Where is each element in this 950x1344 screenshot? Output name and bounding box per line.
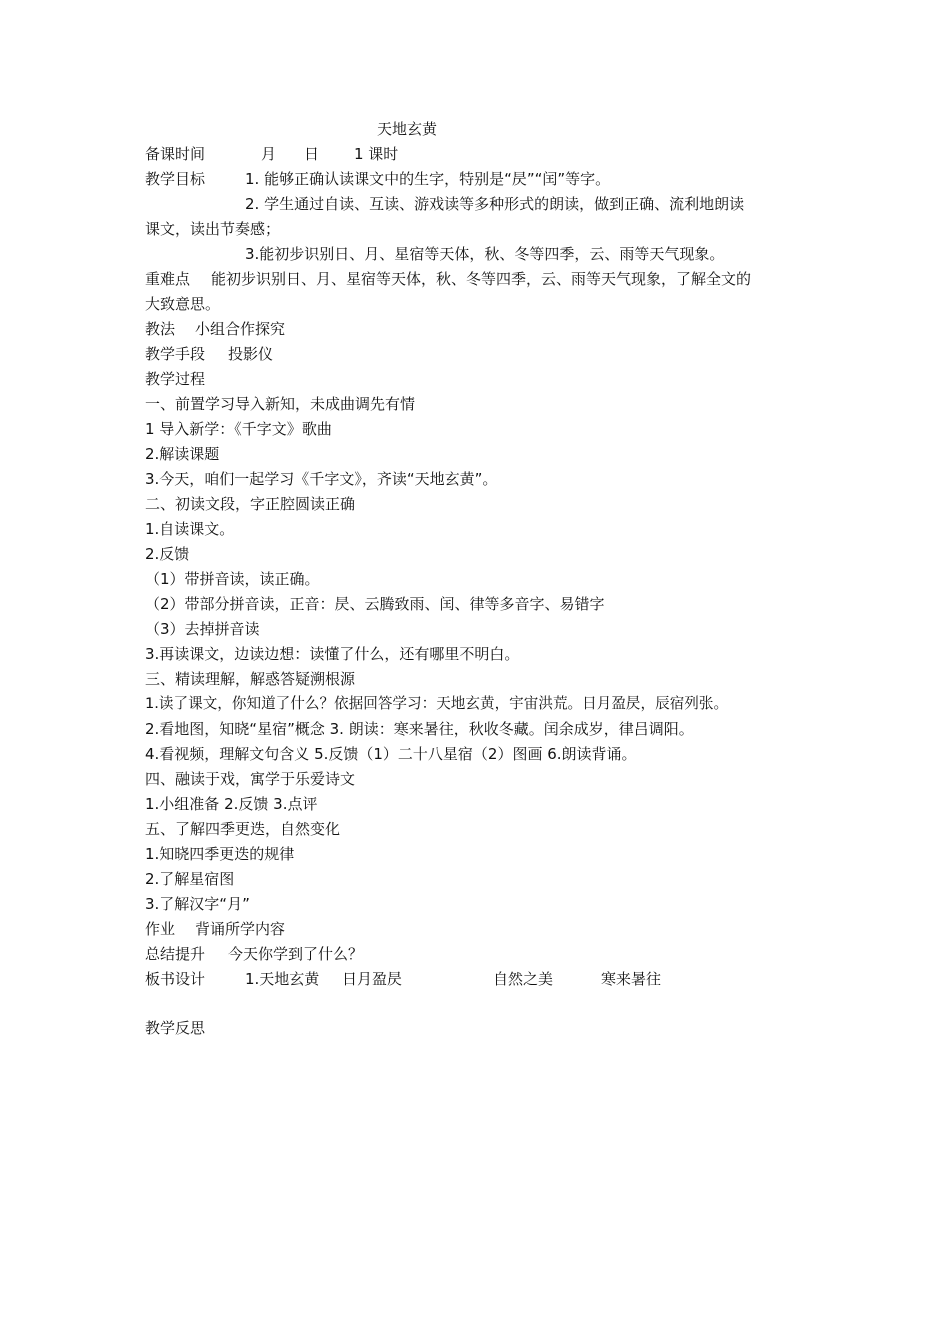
process-line: 三、精读理解，解惑答疑溯根源: [145, 670, 356, 688]
reflection-label: 教学反思: [145, 1019, 206, 1037]
summary-label: 总结提升: [145, 945, 206, 963]
key-points-continued: 大致意思。: [145, 295, 221, 313]
process-line: 3.再读课文，边读边想：读懂了什么，还有哪里不明白。: [145, 645, 520, 663]
prep-month: 月: [261, 145, 277, 163]
key-points-text: 能初步识别日、月、星宿等天体，秋、冬等四季，云、雨等天气现象，了解全文的: [211, 270, 752, 288]
process-line: 2.了解星宿图: [145, 870, 235, 888]
process-line: 3.今天，咱们一起学习《千字文》，齐读“天地玄黄”。: [145, 470, 498, 488]
key-points-row: [145, 269, 810, 289]
prep-time-label: 备课时间: [145, 145, 206, 163]
process-line: 1.读了课文，你知道了什么？依据回答学习：天地玄黄，宇宙洪荒。日月盈昃，辰宿列张。: [145, 695, 729, 712]
prep-day: 日: [304, 145, 320, 163]
board-design-label: 板书设计: [145, 970, 206, 988]
process-line: 2.看地图，知晓“星宿”概念 3. 朗读：寒来暑往，秋收冬藏。闰余成岁，律吕调阳。: [145, 720, 694, 738]
goal-item-2: 2. 学生通过自读、互读、游戏读等多种形式的朗读，做到正确、流利地朗读: [245, 195, 745, 213]
process-line: 3.了解汉字“月”: [145, 895, 250, 913]
key-points-label: 重难点: [145, 270, 191, 288]
summary-text: 今天你学到了什么？: [228, 945, 364, 963]
board-design-row: [145, 969, 705, 989]
process-line: 五、了解四季更迭，自然变化: [145, 820, 341, 838]
board-item: 日月盈昃: [342, 970, 403, 988]
process-line: 1 导入新学：《千字文》歌曲: [145, 420, 332, 438]
process-line: （3）去掉拼音读: [145, 620, 260, 638]
process-line: 一、前置学习导入新知，未成曲调先有情: [145, 395, 416, 413]
goals-row-1: [145, 169, 805, 189]
method-row: [145, 319, 445, 339]
media-text: 投影仪: [228, 345, 274, 363]
process-line: 1.知晓四季更迭的规律: [145, 845, 295, 863]
goal-item-3: 3.能初步识别日、月、星宿等天体，秋、冬等四季，云、雨等天气现象。: [245, 245, 725, 263]
homework-label: 作业: [145, 920, 176, 938]
media-row: [145, 344, 445, 364]
board-item: 1.天地玄黄: [245, 970, 320, 988]
board-item: 寒来暑往: [601, 970, 662, 988]
goal-item-2-continued: 课文，读出节奏感；: [145, 220, 281, 238]
process-line: 二、初读文段，字正腔圆读正确: [145, 495, 356, 513]
goals-label: 教学目标: [145, 170, 206, 188]
goal-item-1: 1. 能够正确认读课文中的生字，特别是“昃”“闰”等字。: [245, 170, 611, 188]
process-line: 1.自读课文。: [145, 520, 235, 538]
summary-row: [145, 944, 445, 964]
process-line: （1）带拼音读，读正确。: [145, 570, 320, 588]
process-line: 2.解读课题: [145, 445, 220, 463]
process-line: 4.看视频，理解文句含义 5.反馈（1）二十八星宿（2）图画 6.朗读背诵。: [145, 745, 637, 763]
homework-text: 背诵所学内容: [195, 920, 286, 938]
prep-time-row: [145, 144, 445, 164]
document-title: 天地玄黄: [377, 120, 438, 138]
media-label: 教学手段: [145, 345, 206, 363]
homework-row: [145, 919, 445, 939]
board-item: 自然之美: [493, 970, 554, 988]
process-line: （2）带部分拼音读，正音：昃、云腾致雨、闰、律等多音字、易错字: [145, 595, 605, 613]
process-line: 2.反馈: [145, 545, 190, 563]
process-label: 教学过程: [145, 370, 206, 388]
method-text: 小组合作探究: [195, 320, 286, 338]
method-label: 教法: [145, 320, 176, 338]
process-line: 1.小组准备 2.反馈 3.点评: [145, 795, 318, 813]
process-line: 四、融读于戏，寓学于乐爱诗文: [145, 770, 356, 788]
prep-hours: 1 课时: [354, 145, 399, 163]
